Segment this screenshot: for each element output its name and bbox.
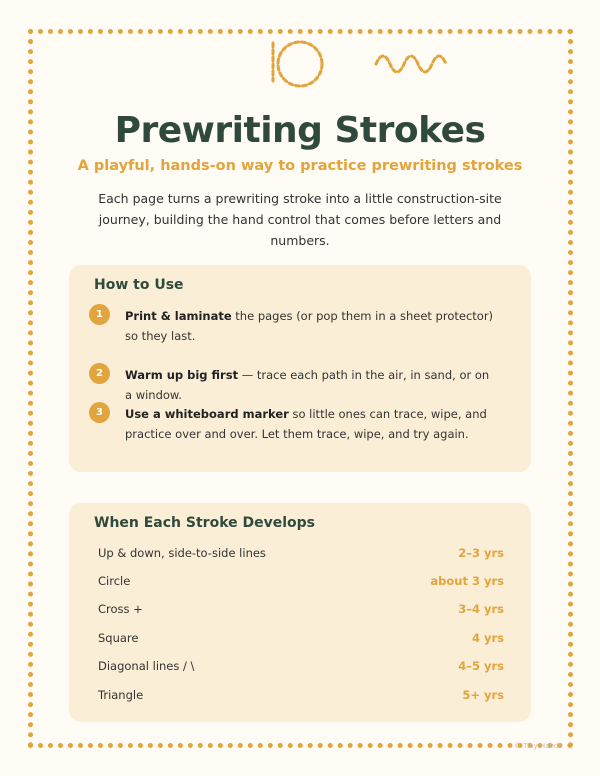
stroke-name: Circle (98, 574, 131, 588)
stroke-age: 5+ yrs (462, 688, 504, 702)
stroke-development-card (69, 503, 531, 722)
step-text (125, 365, 499, 405)
step-text (125, 404, 499, 444)
stroke-age: 2–3 yrs (458, 546, 504, 560)
how-to-use-heading: How to Use (94, 277, 184, 293)
stroke-age: about 3 yrs (430, 574, 504, 588)
zigzag-icon (376, 56, 446, 72)
intro-paragraph: Each page turns a prewriting stroke into a little construction-site journey, building the hand control that comes before letters and numbers. (98, 191, 502, 248)
development-row (98, 659, 504, 679)
circle-icon (278, 42, 322, 86)
development-row (98, 574, 504, 594)
step-text (125, 306, 499, 346)
step-bold-text: Use a whiteboard marker (125, 407, 289, 421)
development-row (98, 688, 504, 708)
step-number-badge: 1 (89, 304, 110, 325)
stroke-name: Triangle (98, 688, 144, 702)
step-bold-text: Warm up big first (125, 368, 239, 382)
stroke-name: Square (98, 631, 139, 645)
credit-text: © Tiny Hands (513, 742, 562, 750)
stroke-name: Diagonal lines / \ (98, 659, 195, 673)
stroke-age: 4 yrs (471, 631, 504, 645)
stroke-name: Cross + (98, 602, 143, 616)
step-body-text: so little ones can trace, wipe, and practice over and over. Let them trace, wipe, and try again. (125, 407, 487, 441)
how-to-use-card (69, 265, 531, 472)
step-bold-text: Print & laminate (125, 309, 232, 323)
step-number-badge: 2 (89, 363, 110, 384)
step-body-text: — trace each path in the air, in sand, or on a window. (125, 368, 490, 402)
stroke-examples (0, 0, 600, 100)
development-row (98, 631, 504, 651)
page-subtitle: A playful, hands-on way to practice prewriting strokes (77, 158, 523, 174)
stroke-name: Up & down, side-to-side lines (98, 546, 266, 560)
stroke-age: 4–5 yrs (458, 659, 504, 673)
page-title: Prewriting Strokes (114, 110, 486, 151)
step-number-badge: 3 (89, 402, 110, 423)
development-row (98, 602, 504, 622)
step-body-text: the pages (or pop them in a sheet protector) so they last. (125, 309, 494, 343)
development-row (98, 546, 504, 566)
stroke-age: 3–4 yrs (458, 602, 504, 616)
stroke-development-heading: When Each Stroke Develops (94, 515, 316, 531)
